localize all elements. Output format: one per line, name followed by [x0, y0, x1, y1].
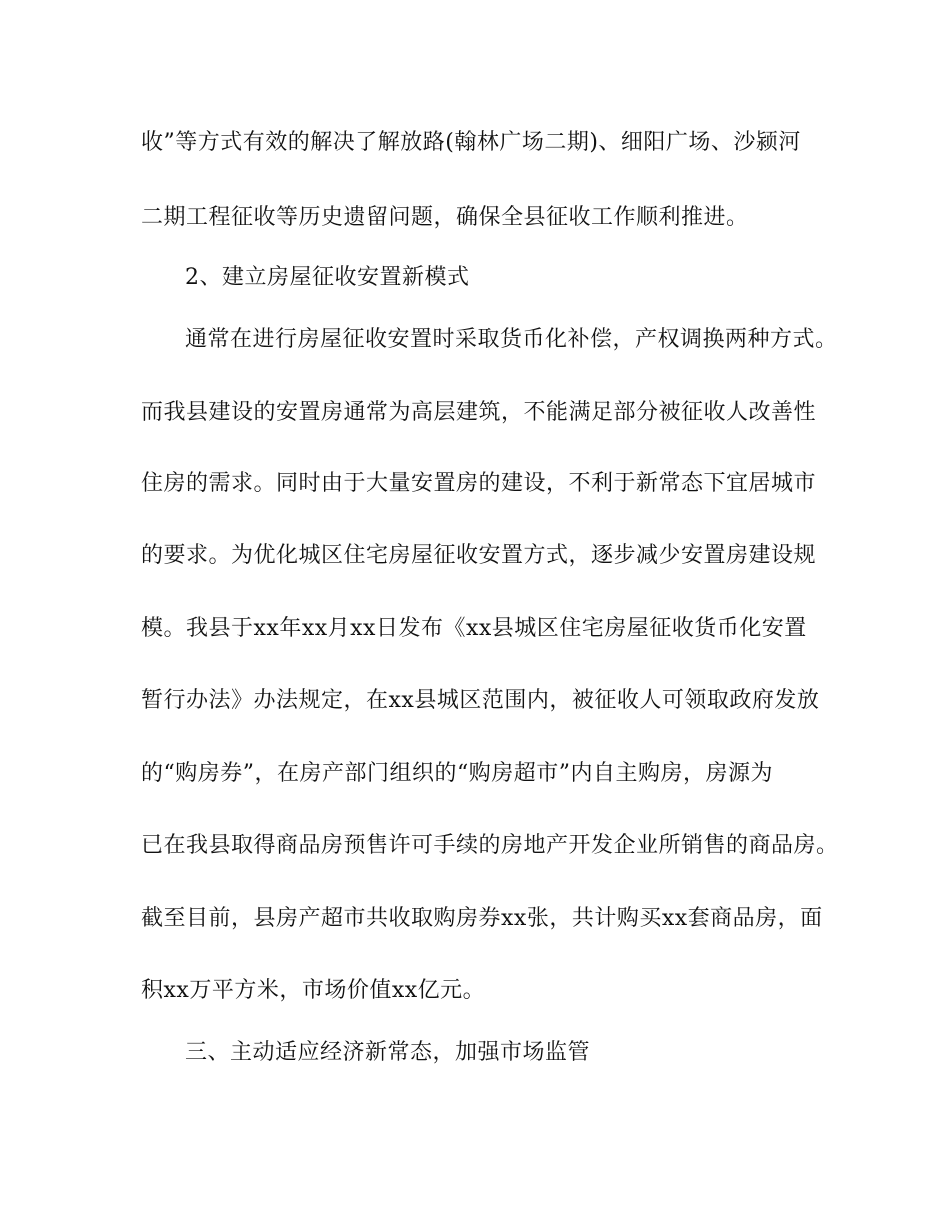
paragraph-line: 住房的需求。同时由于大量安置房的建设，不利于新常态下宜居城市 [141, 471, 817, 496]
paragraph-line: 已在我县取得商品房预售许可手续的房地产开发企业所销售的商品房。 [141, 833, 839, 858]
paragraph-line: 的要求。为优化城区住宅房屋征收安置方式，逐步减少安置房建设规 [141, 543, 817, 568]
section-heading: 2、建立房屋征收安置新模式 [185, 265, 470, 290]
paragraph-line: 二期工程征收等历史遗留问题，确保全县征收工作顺利推进。 [141, 205, 749, 230]
paragraph-line: 而我县建设的安置房通常为高层建筑，不能满足部分被征收人改善性 [141, 400, 817, 425]
paragraph-line: 截至目前，县房产超市共收取购房券xx张，共计购买xx套商品房，面 [141, 906, 823, 931]
paragraph-line: 暂行办法》办法规定，在xx县城区范围内，被征收人可领取政府发放 [141, 688, 820, 713]
paragraph-line: 的“购房券”，在房产部门组织的“购房超市”内自主购房，房源为 [141, 761, 773, 786]
paragraph-line: 模。我县于xx年xx月xx日发布《xx县城区住宅房屋征收货币化安置 [141, 616, 807, 641]
section-heading: 三、主动适应经济新常态，加强市场监管 [185, 1040, 591, 1065]
paragraph-line: 收”等方式有效的解决了解放路(翰林广场二期)、细阳广场、沙颍河 [141, 130, 801, 155]
paragraph-line: 通常在进行房屋征收安置时采取货币化补偿，产权调换两种方式。 [185, 327, 838, 352]
paragraph-line: 积xx万平方米，市场价值xx亿元。 [141, 978, 486, 1003]
